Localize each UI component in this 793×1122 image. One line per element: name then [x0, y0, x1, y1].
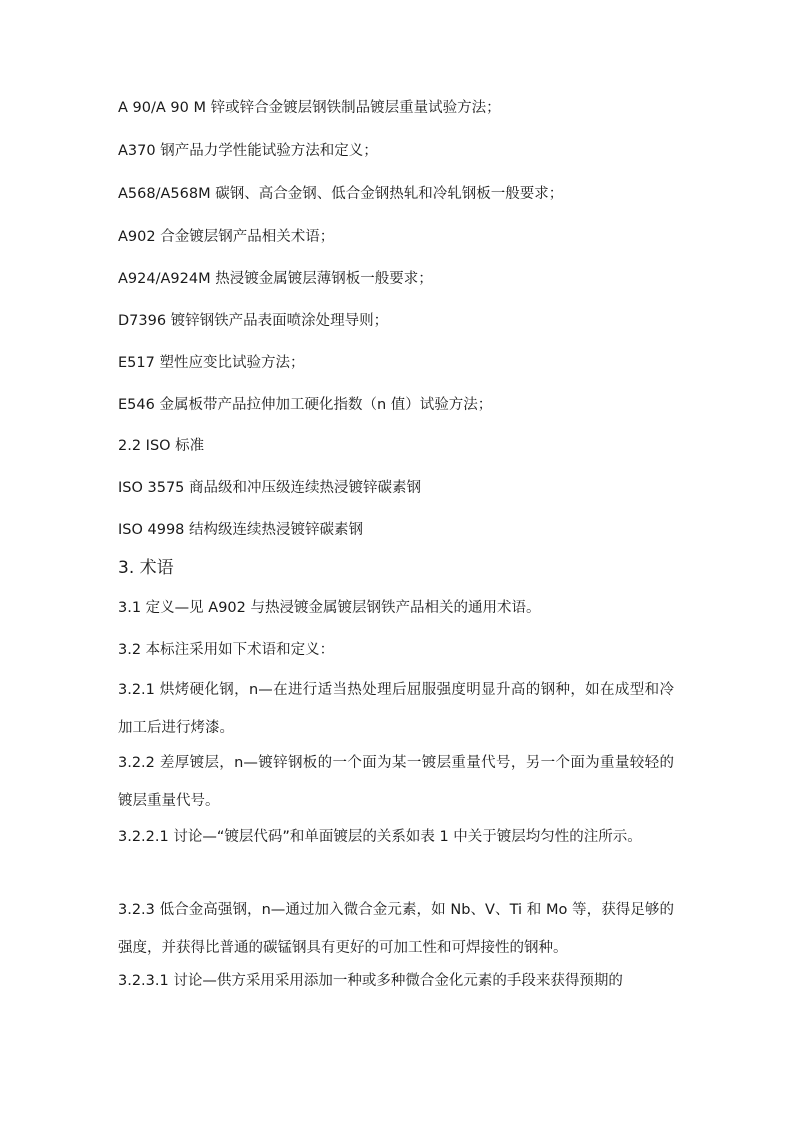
section-heading-terms: 3. 术语 [118, 558, 174, 578]
definition-3-2-2-1: 3.2.2.1 讨论—“镀层代码”和单面镀层的关系如表 1 中关于镀层均匀性的注所示。 [118, 829, 642, 845]
reference-a370: A370 钢产品力学性能试验方法和定义； [118, 143, 378, 159]
reference-iso-4998: ISO 4998 结构级连续热浸镀锌碳素钢 [118, 522, 364, 538]
definition-3-2-1: 3.2.1 烘烤硬化钢，n—在进行适当热处理后屈服强度明显升高的钢种，如在成型和冷加工后进行烤漆。 [118, 682, 674, 736]
reference-a568: A568/A568M 碳钢、高合金钢、低合金钢热轧和冷轧钢板一般要求； [118, 186, 564, 202]
reference-a90: A 90/A 90 M 锌或锌合金镀层钢铁制品镀层重量试验方法； [118, 100, 501, 116]
reference-e517: E517 塑性应变比试验方法； [118, 355, 305, 371]
reference-d7396: D7396 镀锌钢铁产品表面喷涂处理导则； [118, 313, 389, 329]
definition-3-2-3-1: 3.2.3.1 讨论—供方采用采用添加一种或多种微合金化元素的手段来获得预期的 [118, 973, 623, 989]
reference-iso-3575: ISO 3575 商品级和冲压级连续热浸镀锌碳素钢 [118, 480, 422, 496]
iso-standards-heading: 2.2 ISO 标准 [118, 438, 205, 454]
definition-3-2: 3.2 本标注采用如下术语和定义： [118, 642, 335, 658]
definition-3-2-3: 3.2.3 低合金高强钢，n—通过加入微合金元素，如 Nb、V、Ti 和 Mo 等，获得足够的强度，并获得比普通的碳锰钢具有更好的可加工性和可焊接性的钢种。 [118, 902, 674, 956]
reference-a924: A924/A924M 热浸镀金属镀层薄钢板一般要求； [118, 271, 433, 287]
reference-a902: A902 合金镀层钢产品相关术语； [118, 229, 335, 245]
definition-3-1: 3.1 定义—见 A902 与热浸镀金属镀层钢铁产品相关的通用术语。 [118, 600, 541, 616]
definition-3-2-2: 3.2.2 差厚镀层，n—镀锌钢板的一个面为某一镀层重量代号，另一个面为重量较轻的镀层重量代号。 [118, 755, 674, 809]
reference-e546: E546 金属板带产品拉伸加工硬化指数（n 值）试验方法； [118, 397, 493, 413]
